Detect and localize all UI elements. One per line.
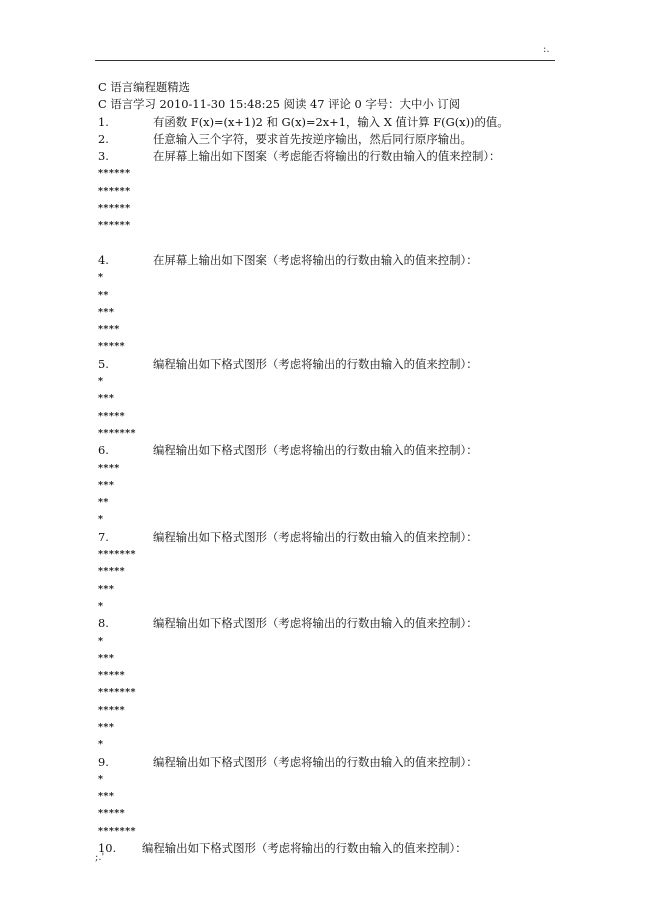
- problem-10: [98, 840, 558, 857]
- problem-3: [98, 148, 558, 165]
- problem-9: [98, 754, 558, 771]
- pattern-3: [98, 165, 558, 234]
- problem-number: 4.: [98, 252, 109, 267]
- problem-6: [98, 442, 558, 459]
- pattern-row: *******: [98, 825, 136, 837]
- problem-2: [98, 131, 558, 148]
- pattern-row: *: [98, 600, 104, 612]
- header-rule: [95, 60, 555, 61]
- pattern-5: [98, 373, 558, 442]
- problem-number: 10.: [98, 841, 117, 856]
- pattern-row: *******: [98, 549, 136, 561]
- pattern-row: *****: [98, 808, 126, 820]
- problem-8: [98, 615, 558, 632]
- pattern-row: ******: [98, 220, 131, 232]
- problem-number: 8.: [98, 616, 109, 631]
- problem-number: 6.: [98, 443, 109, 458]
- pattern-8: [98, 633, 558, 754]
- problem-number: 1.: [98, 114, 109, 129]
- pattern-row: ***: [98, 306, 115, 318]
- problem-text: 编程输出如下格式图形（考虑将输出的行数由输入的值来控制）：: [142, 841, 467, 856]
- pattern-row: ***: [98, 721, 115, 733]
- problem-text: 在屏幕上输出如下图案（考虑能否将输出的行数由输入的值来控制）：: [153, 149, 501, 164]
- problem-number: 5.: [98, 356, 109, 371]
- footer-mark: ;.': [95, 852, 105, 863]
- pattern-row: *****: [98, 410, 126, 422]
- pattern-7: [98, 546, 558, 615]
- pattern-row: ***: [98, 583, 115, 595]
- problem-text: 在屏幕上输出如下图案（考虑将输出的行数由输入的值来控制）：: [153, 252, 478, 267]
- pattern-row: ******: [98, 185, 131, 197]
- problem-4: [98, 252, 558, 269]
- pattern-row: ***: [98, 652, 115, 664]
- pattern-row: ***: [98, 479, 115, 491]
- pattern-4: [98, 269, 558, 355]
- pattern-row: *****: [98, 670, 126, 682]
- pattern-row: ***: [98, 791, 115, 803]
- header-mark: :.: [543, 44, 550, 55]
- pattern-row: *****: [98, 704, 126, 716]
- document-title: C 语言编程题精选: [98, 80, 191, 94]
- pattern-row: *****: [98, 566, 126, 578]
- pattern-row: ******: [98, 168, 131, 180]
- pattern-row: *: [98, 514, 104, 526]
- pattern-row: ****: [98, 462, 120, 474]
- pattern-row: *: [98, 773, 104, 785]
- problem-text: 编程输出如下格式图形（考虑将输出的行数由输入的值来控制）：: [153, 754, 478, 769]
- problem-text: 有函数 F(x)=(x+1)2 和 G(x)=2x+1，输入 X 值计算 F(G(x))的值。: [153, 114, 509, 129]
- problem-text: 编程输出如下格式图形（考虑将输出的行数由输入的值来控制）：: [153, 356, 478, 371]
- spacer: [98, 235, 558, 252]
- pattern-row: ****: [98, 324, 120, 336]
- problem-number: 7.: [98, 529, 109, 544]
- document-meta: C 语言学习 2010-11-30 15:48:25 阅读 47 评论 0 字号：大中小 订阅: [98, 97, 461, 112]
- problem-text: 编程输出如下格式图形（考虑将输出的行数由输入的值来控制）：: [153, 616, 478, 631]
- problem-number: 3.: [98, 149, 109, 164]
- problem-1: [98, 114, 558, 131]
- problem-5: [98, 356, 558, 373]
- pattern-row: *****: [98, 341, 126, 353]
- problem-text: 编程输出如下格式图形（考虑将输出的行数由输入的值来控制）：: [153, 529, 478, 544]
- pattern-row: *: [98, 376, 104, 388]
- problem-text: 编程输出如下格式图形（考虑将输出的行数由输入的值来控制）：: [153, 443, 478, 458]
- problem-text: 任意输入三个字符，要求首先按逆序输出，然后同行原序输出。: [153, 131, 472, 146]
- problem-7: [98, 529, 558, 546]
- pattern-row: ***: [98, 393, 115, 405]
- pattern-row: *: [98, 739, 104, 751]
- pattern-6: [98, 460, 558, 529]
- problem-number: 9.: [98, 754, 109, 769]
- pattern-row: **: [98, 289, 109, 301]
- problem-number: 2.: [98, 131, 109, 146]
- pattern-9: [98, 771, 558, 840]
- pattern-row: *: [98, 272, 104, 284]
- pattern-row: *: [98, 635, 104, 647]
- pattern-row: **: [98, 497, 109, 509]
- pattern-row: *******: [98, 687, 136, 699]
- pattern-row: ******: [98, 203, 131, 215]
- document-body: [98, 79, 558, 857]
- pattern-row: *******: [98, 427, 136, 439]
